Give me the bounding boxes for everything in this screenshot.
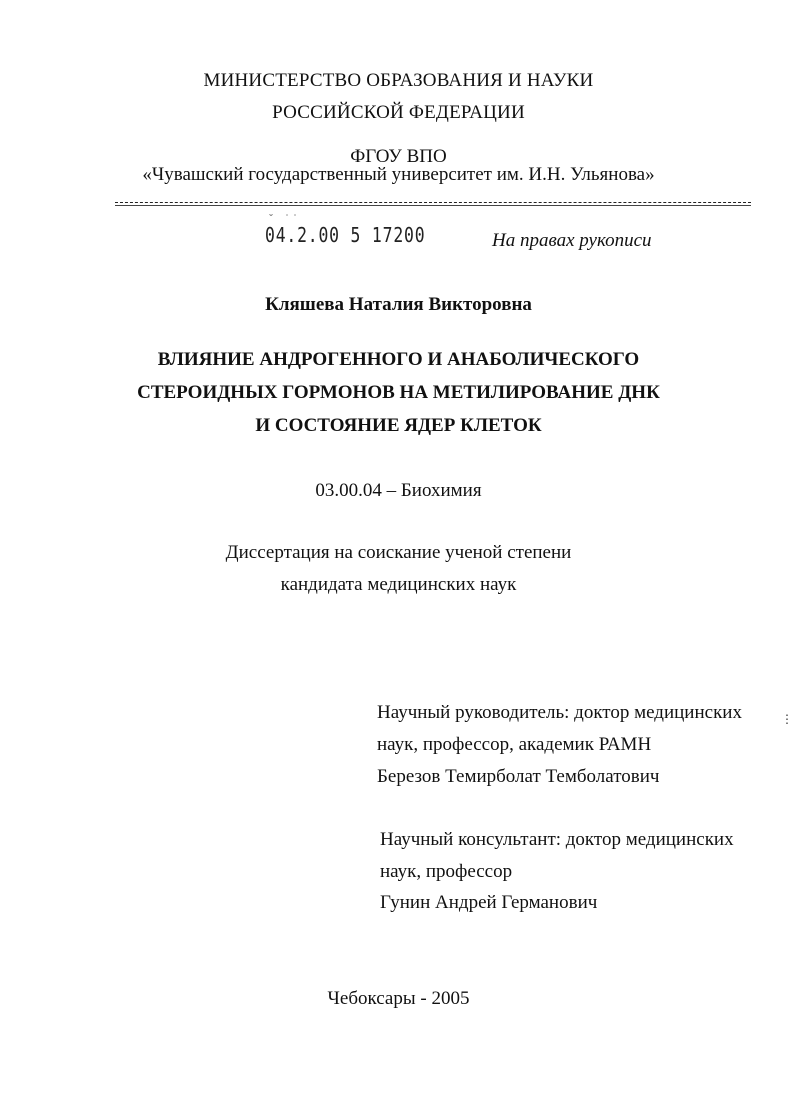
stamp-marks: ˘ ˙˙ [268,214,301,225]
ministry-line-1: МИНИСТЕРСТВО ОБРАЗОВАНИЯ И НАУКИ [203,70,594,91]
dissertation-title-line-3: И СОСТОЯНИЕ ЯДЕР КЛЕТОК [255,415,542,436]
consultant-line-2: наук, профессор [380,861,513,882]
supervisor-line-2: наук, профессор, академик РАМН [377,734,652,755]
university-name: «Чувашский государственный университет им. И.Н. Ульянова» [142,164,655,185]
registration-stamp: 04.2.00 5 17200 [265,223,426,247]
degree-line-2: кандидата медицинских наук [280,574,517,595]
margin-mark: ⋮ [781,712,793,726]
dissertation-title-line-1: ВЛИЯНИЕ АНДРОГЕННОГО И АНАБОЛИЧЕСКОГО [157,349,640,370]
consultant-line-1: Научный консультант: доктор медицинских [380,829,734,850]
dissertation-title-line-2: СТЕРОИДНЫХ ГОРМОНОВ НА МЕТИЛИРОВАНИЕ ДНК [137,382,660,403]
institution-type: ФГОУ ВПО [350,146,447,167]
supervisor-line-1: Научный руководитель: доктор медицинских [377,702,742,723]
header-divider-solid [115,205,751,206]
supervisor-name: Березов Темирболат Темболатович [377,766,660,787]
ministry-line-2: РОССИЙСКОЙ ФЕДЕРАЦИИ [272,102,525,123]
manuscript-note: На правах рукописи [492,230,652,251]
author-name: Кляшева Наталия Викторовна [265,294,532,315]
city-year: Чебоксары - 2005 [327,988,470,1009]
header-divider [115,202,751,203]
specialty: 03.00.04 – Биохимия [315,480,482,501]
consultant-name: Гунин Андрей Германович [380,892,598,913]
degree-line-1: Диссертация на соискание ученой степени [225,542,572,563]
